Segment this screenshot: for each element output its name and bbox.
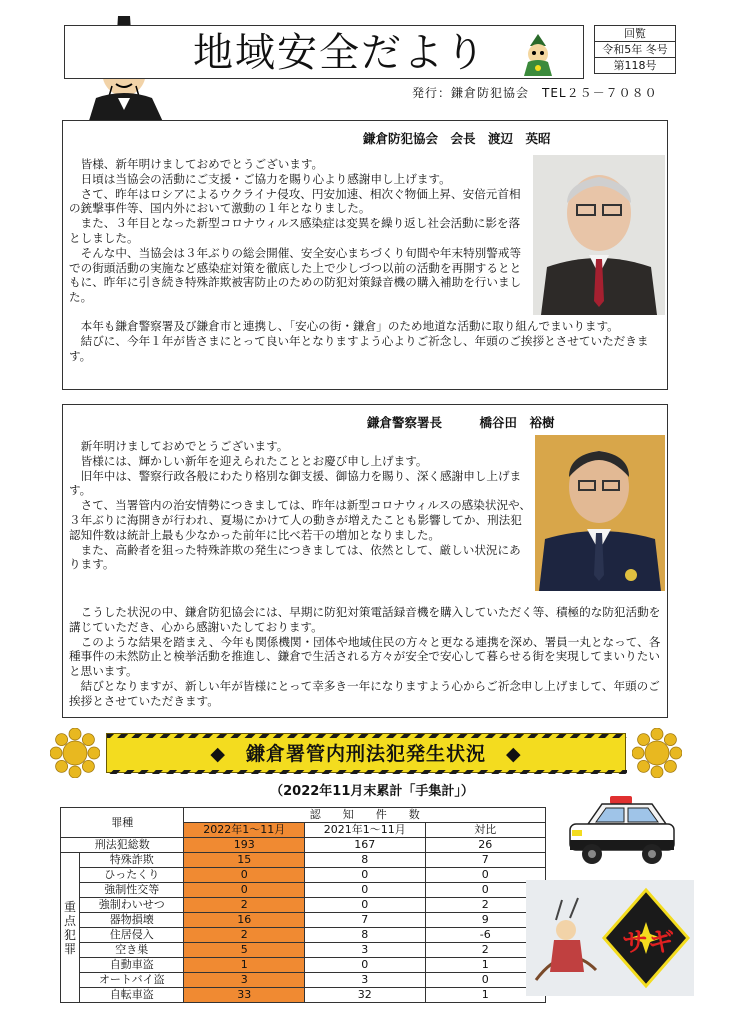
cell-2021: 0 (305, 883, 426, 898)
cell-2021: 0 (305, 898, 426, 913)
cell-diff: -6 (425, 928, 545, 943)
cell-diff: 7 (425, 853, 545, 868)
paragraph: さて、当署管内の治安情勢につきましては、昨年は新型コロナウィルスの感染状況や、３年ぶりに海開きが行われ、夏場にかけて人の動きが増えたことも影響してか、刑法犯認知件数は統計上最も少なかった前年に比べ若干の増加となりました。 (69, 498, 532, 542)
crime-stats-table (60, 807, 546, 1003)
table-row (61, 868, 546, 883)
paragraph: 旧年中は、警察行政各般にわたり格別な御支援、御協力を賜り、深く感謝申し上げます。 (69, 468, 522, 498)
row-label: 刑法犯総数 (61, 838, 184, 853)
cell-diff: 2 (425, 898, 545, 913)
message-body (69, 157, 531, 305)
column-header-diff: 対比 (425, 823, 545, 838)
police-chief-photo (535, 435, 665, 591)
cell-2021: 0 (305, 868, 426, 883)
cell-2022: 2 (184, 898, 305, 913)
issue-info (594, 25, 676, 74)
row-label: 住居侵入 (79, 928, 184, 943)
column-header-2021: 2021年1～11月 (305, 823, 426, 838)
table-row (61, 958, 546, 973)
issue-season: 令和5年 冬号 (595, 42, 675, 58)
cell-2022: 0 (184, 868, 305, 883)
cell-diff: 2 (425, 943, 545, 958)
paragraph: 皆様、新年明けましておめでとうございます。 (80, 157, 324, 171)
paragraph: そんな中、当協会は３年ぶりの総会開催、安全安心まちづくり旬間や年末特別警戒等での街頭活動の実施など感染症対策を徹底した上で少しづつ以前の活動を再開するとともに、昨年に引き続き特殊詐欺被害防止のための防犯対策録音機の購入補助を行いました。 (69, 245, 522, 305)
banner-title: ◆ 鎌倉署管内刑法犯発生状況 ◆ (210, 743, 522, 765)
signature: 鎌倉防犯協会 会長 渡辺 英昭 (363, 131, 551, 146)
table-row (61, 928, 546, 943)
cell-2022: 3 (184, 973, 305, 988)
fraud-warning-illustration (526, 880, 694, 996)
paragraph: 結びとなりますが、新しい年が皆様にとって幸多き一年になりますよう心からご祈念申し上げまして、年頭のご挨拶とさせていただきます。 (69, 678, 660, 708)
table-row (61, 898, 546, 913)
cell-diff: 0 (425, 973, 545, 988)
cell-diff: 1 (425, 958, 545, 973)
row-label: 空き巣 (79, 943, 184, 958)
cell-2022: 2 (184, 928, 305, 943)
circulation-label: 回覧 (595, 26, 675, 42)
row-label: オートバイ盗 (79, 973, 184, 988)
cell-2022: 5 (184, 943, 305, 958)
message-association-president (62, 120, 668, 390)
table-row (61, 883, 546, 898)
row-label: 自動車盗 (79, 958, 184, 973)
paragraph: 本年も鎌倉警察署及び鎌倉市と連携し、「安心の街・鎌倉」のため地道な活動に取り組んでまいります。 (80, 319, 619, 333)
mascot-icon (516, 32, 560, 76)
paragraph: さて、昨年はロシアによるウクライナ侵攻、円安加速、相次ぐ物価上昇、安倍元首相の銃撃事件等、国内外において激動の１年となりました。 (69, 186, 521, 216)
table-row (61, 913, 546, 928)
cell-diff: 26 (425, 838, 545, 853)
cell-diff: 1 (425, 988, 545, 1003)
cell-2022: 193 (184, 838, 305, 853)
cell-2022: 1 (184, 958, 305, 973)
cell-2022: 33 (184, 988, 305, 1003)
paragraph: このような結果を踏まえ、今年も関係機関・団体や地域住民の方々と更なる連携を深め、署員一丸となって、各種事件の未然防止と検挙活動を推進し、鎌倉で生活される方々が安全で安心して暮らせる街を実現してまいりたいと思います。 (69, 634, 661, 679)
cell-2021: 3 (305, 943, 426, 958)
chrysanthemum-emblem-right (632, 728, 682, 778)
cell-diff: 9 (425, 913, 545, 928)
cell-2021: 32 (305, 988, 426, 1003)
table-row (61, 988, 546, 1003)
row-label: 強制性交等 (79, 883, 184, 898)
row-label: 強制わいせつ (79, 898, 184, 913)
cell-2022: 16 (184, 913, 305, 928)
cell-diff: 0 (425, 868, 545, 883)
table-row (61, 973, 546, 988)
table-row-total (61, 838, 546, 853)
cell-2021: 8 (305, 853, 426, 868)
table-row (61, 943, 546, 958)
sagi-text: サギ (621, 928, 674, 958)
category-header: 罪種 (61, 808, 184, 838)
police-car-illustration (566, 794, 678, 872)
row-label: 器物損壊 (79, 913, 184, 928)
paragraph: 新年明けましておめでとうございます。 (80, 439, 289, 453)
row-label: 特殊詐欺 (79, 853, 184, 868)
chrysanthemum-emblem-left (50, 728, 100, 778)
publisher-line: 発行：鎌倉防犯協会 TEL２５－７０８０ (412, 86, 658, 100)
cell-2022: 15 (184, 853, 305, 868)
president-photo (533, 155, 665, 315)
row-label: 自転車盗 (79, 988, 184, 1003)
cell-2021: 3 (305, 973, 426, 988)
message-body-continued (69, 319, 663, 363)
cell-2021: 7 (305, 913, 426, 928)
cell-2021: 8 (305, 928, 426, 943)
paragraph: 日頃は当協会の活動にご支援・ご協力を賜り心より感謝申し上げます。 (80, 171, 451, 186)
issue-number: 第118号 (613, 59, 657, 72)
row-label: ひったくり (79, 868, 184, 883)
message-body-continued (69, 605, 663, 709)
message-body (69, 439, 531, 572)
paragraph: 皆様には、輝かしい新年を迎えられたこととお慶び申し上げます。 (80, 453, 428, 468)
paragraph: また、３年目となった新型コロナウィルス感染症は変異を繰り返し社会活動に影を落としました。 (69, 216, 521, 245)
stats-subcaption: （2022年11月末累計「手集計」） (270, 784, 474, 799)
cell-2021: 0 (305, 958, 426, 973)
paragraph: また、高齢者を狙った特殊詐欺の発生につきましては、依然として、厳しい状況にあります。 (69, 542, 521, 572)
priority-crime-label: 重 点 犯 罪 (61, 853, 80, 1003)
count-group-header: 認 知 件 数 (184, 808, 546, 823)
cell-diff: 0 (425, 883, 545, 898)
paragraph: 結びに、今年１年が皆さまにとって良い年となりますよう心よりご祈念し、年頭のご挨拶とさせていただきます。 (69, 333, 649, 363)
table-row (61, 853, 546, 868)
paragraph: こうした状況の中、鎌倉防犯協会には、早期に防犯対策電話録音機を購入していただく等、積極的な防犯活動を講じていただき、心から感謝いたしております。 (69, 605, 661, 634)
cell-2022: 0 (184, 883, 305, 898)
message-police-chief (62, 404, 668, 718)
newsletter-title: 地域安全だより (64, 25, 584, 79)
crime-stats-banner (106, 733, 626, 773)
column-header-2022: 2022年1～11月 (184, 823, 305, 838)
signature: 鎌倉警察署長 橋谷田 裕樹 (367, 415, 555, 430)
cell-2021: 167 (305, 838, 426, 853)
